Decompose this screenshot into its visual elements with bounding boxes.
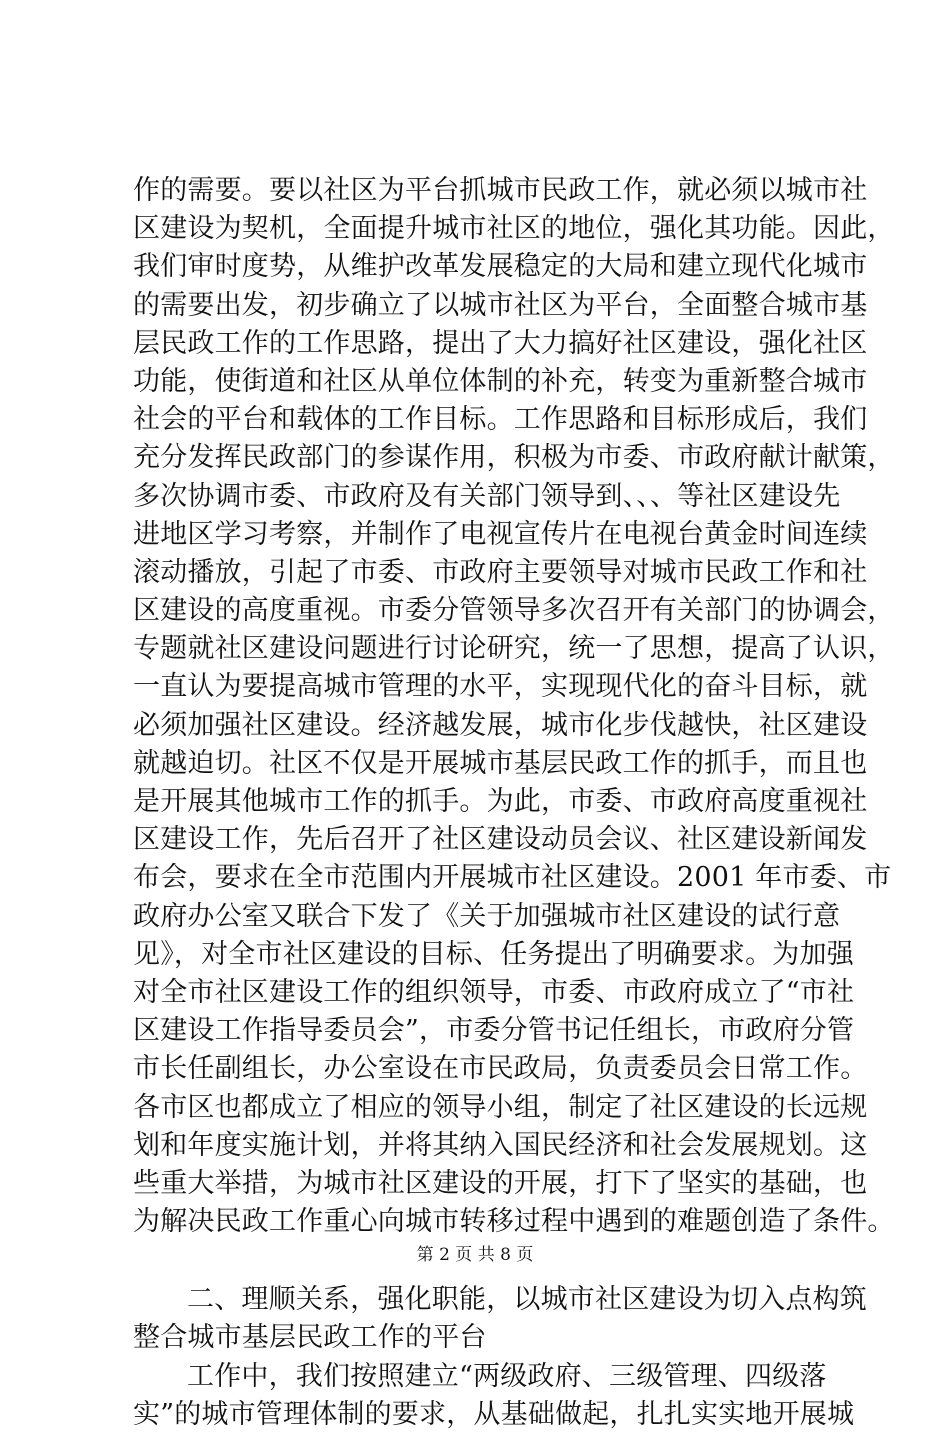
body-line: 些重大举措，为城市社区建设的开展，打下了坚实的基础，也 [133, 1167, 868, 1199]
body-line: 的需要出发，初步确立了以城市社区为平台，全面整合城市基 [133, 289, 868, 321]
body-line: 布会，要求在全市范围内开展城市社区建设。2001 年市委、市 [133, 862, 892, 894]
body-line: 滚动播放，引起了市委、市政府主要领导对城市民政工作和社 [133, 556, 868, 588]
page-footer: 第 2 页 共 8 页 [416, 1245, 534, 1265]
body-line: 一直认为要提高城市管理的水平，实现现代化的奋斗目标，就 [133, 671, 868, 703]
body-line: 见》，对全市社区建设的目标、任务提出了明确要求。为加强 [133, 938, 854, 970]
body-line: 我们审时度势，从维护改革发展稳定的大局和建立现代化城市 [133, 251, 868, 283]
body-line: 社会的平台和载体的工作目标。工作思路和目标形成后，我们 [133, 404, 868, 436]
body-line: 政府办公室又联合下发了《关于加强城市社区建设的试行意 [133, 900, 841, 932]
section-heading-line: 二、理顺关系，强化职能，以城市社区建设为切入点构筑 [187, 1284, 867, 1316]
section-heading-line: 整合城市基层民政工作的平台 [133, 1322, 487, 1354]
body-line: 区建设工作指导委员会”，市委分管书记任组长，市政府分管 [133, 1015, 855, 1047]
body-line: 为解决民政工作重心向城市转移过程中遇到的难题创造了条件。 [133, 1206, 895, 1238]
body-line: 工作中，我们按照建立“两级政府、三级管理、四级落 [187, 1360, 827, 1392]
body-line: 划和年度实施计划，并将其纳入国民经济和社会发展规划。这 [133, 1129, 868, 1161]
body-line: 实”的城市管理体制的要求，从基础做起，扎扎实实地开展城 [133, 1398, 855, 1430]
body-line: 区建设的高度重视。市委分管领导多次召开有关部门的协调会， [133, 595, 895, 627]
body-line: 必须加强社区建设。经济越发展，城市化步伐越快，社区建设 [133, 709, 868, 741]
body-line: 多次协调市委、市政府及有关部门领导到、、、等社区建设先 [133, 480, 841, 512]
body-line: 进地区学习考察，并制作了电视宣传片在电视台黄金时间连续 [133, 518, 868, 550]
body-line: 市长任副组长，办公室设在市民政局，负责委员会日常工作。 [133, 1053, 868, 1085]
body-line: 各市区也都成立了相应的领导小组，制定了社区建设的长远规 [133, 1091, 868, 1123]
body-line: 作的需要。要以社区为平台抓城市民政工作，就必须以城市社 [133, 175, 868, 206]
body-line: 层民政工作的工作思路，提出了大力搞好社区建设，强化社区 [133, 327, 868, 359]
body-line: 区建设工作，先后召开了社区建设动员会议、社区建设新闻发 [133, 824, 868, 856]
body-line: 是开展其他城市工作的抓手。为此，市委、市政府高度重视社 [133, 786, 868, 817]
body-line: 区建设为契机，全面提升城市社区的地位，强化其功能。因此， [133, 213, 895, 245]
body-line: 功能，使街道和社区从单位体制的补充，转变为重新整合城市 [133, 365, 868, 397]
body-line: 就越迫切。社区不仅是开展城市基层民政工作的抓手，而且也 [133, 747, 868, 779]
body-line: 专题就社区建设问题进行讨论研究，统一了思想，提高了认识， [133, 633, 895, 665]
body-line: 充分发挥民政部门的参谋作用，积极为市委、市政府献计献策， [133, 442, 895, 474]
body-line: 对全市社区建设工作的组织领导，市委、市政府成立了“市社 [133, 976, 855, 1008]
